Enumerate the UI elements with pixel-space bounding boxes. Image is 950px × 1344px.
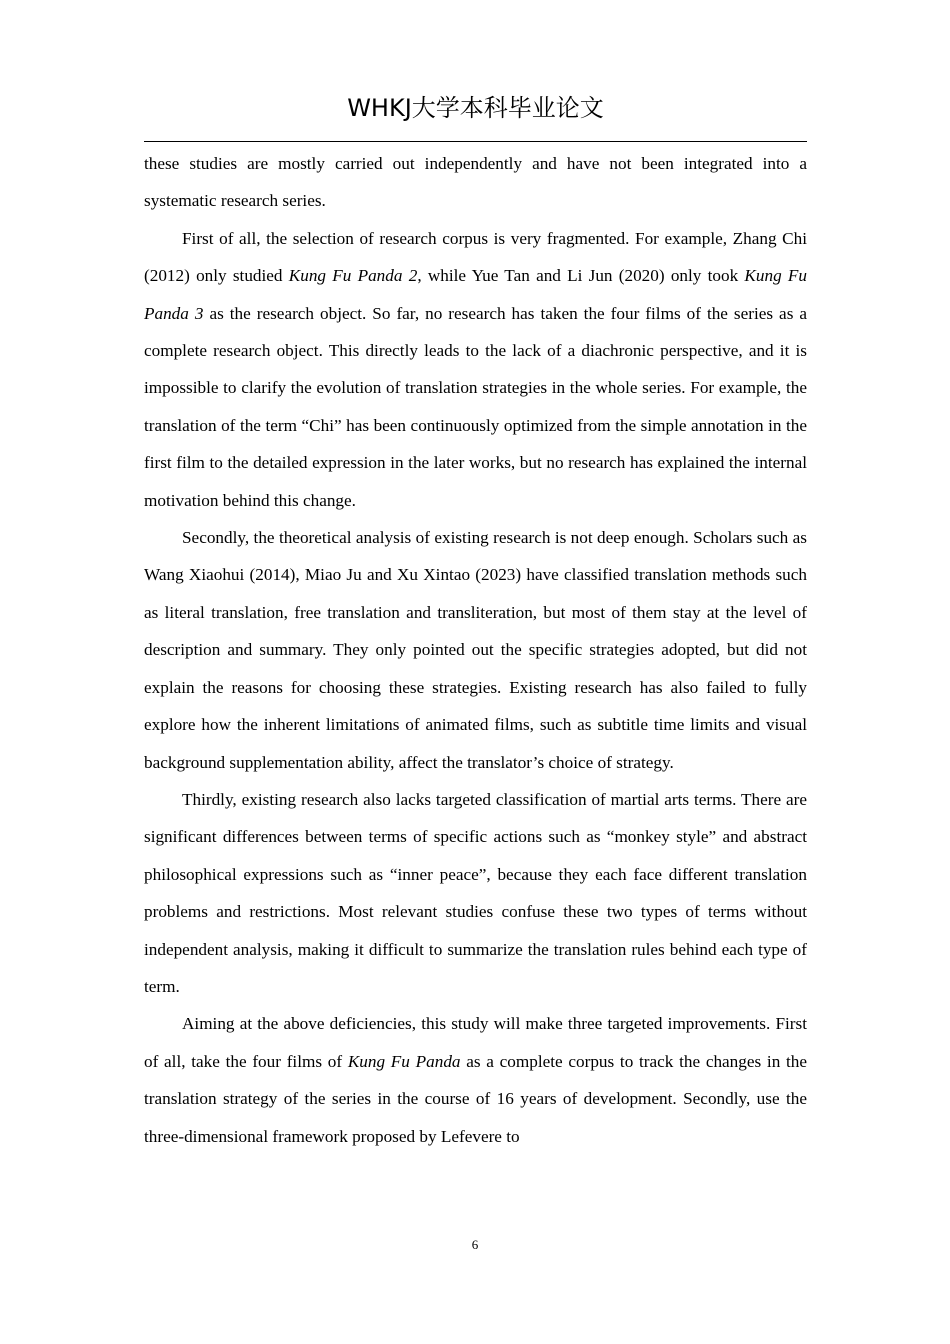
film-title: Kung Fu Panda: [347, 1051, 461, 1071]
paragraph-text: Thirdly, existing research also lacks targeted classification of martial arts terms. There are significant differences between terms of specific actions such as “monkey style” and abstract philosophical expressions such as “inner peace”, because they each face different translation problems and restrictions. Most relevant studies confuse these two types of terms without independent analysis, making it difficult to summarize the translation rules behind each type of term.: [144, 789, 807, 996]
paragraph-text: these studies are mostly carried out independently and have not been integrated into a systematic research series.: [144, 154, 807, 211]
paragraph-term-classification: [144, 781, 807, 1005]
running-header: WHKJ大学本科毕业论文: [347, 94, 604, 122]
film-title: Kung Fu Panda 2: [288, 266, 418, 286]
paragraph-theory-depth: [144, 519, 807, 781]
paragraph-continued: [144, 145, 807, 220]
paragraph-text: First of all, the selection of research corpus is very fragmented. For example, Zhang Chi (2012) only studied: [144, 228, 807, 286]
page-number: 6: [471, 1237, 479, 1252]
paragraph-text: as a complete corpus to track the changes in the translation strategy of the series in the course of 16 years of development. Secondly, use the three-dimensional framework proposed by Lefevere to: [144, 1051, 808, 1146]
paragraph-improvements: [144, 1005, 807, 1155]
paragraph-corpus-fragmented: [144, 220, 807, 519]
paragraph-text: Aiming at the above deficiencies, this study will make three targeted improvements. First of all, take the four films of: [144, 1014, 807, 1071]
paragraph-text: as the research object. So far, no research has taken the four films of the series as a complete research object. This directly leads to the lack of a diachronic perspective, and it is impossible to clarify the evolution of translation strategies in the whole series. For example, the translation of the term “Chi” has been continuously optimized from the simple annotation in the first film to the detailed expression in the later works, but no research has explained the internal motivation behind this change.: [144, 303, 808, 510]
paragraph-text: , while Yue Tan and Li Jun (2020) only took: [417, 266, 745, 286]
page-body: [144, 145, 807, 1155]
paragraph-text: Secondly, the theoretical analysis of existing research is not deep enough. Scholars such as Wang Xiaohui (2014), Miao Ju and Xu Xintao (2023) have classified translation methods such as literal translation, free translation and transliteration, but most of them stay at the level of description and summary. They only pointed out the specific strategies adopted, but did not explain the reasons for choosing these strategies. Existing research has also failed to fully explore how the inherent limitations of animated films, such as subtitle time limits and visual background supplementation ability, affect the translator’s choice of strategy.: [144, 528, 807, 772]
film-title: Kung Fu Panda 3: [144, 266, 808, 323]
header-divider: [144, 141, 807, 142]
